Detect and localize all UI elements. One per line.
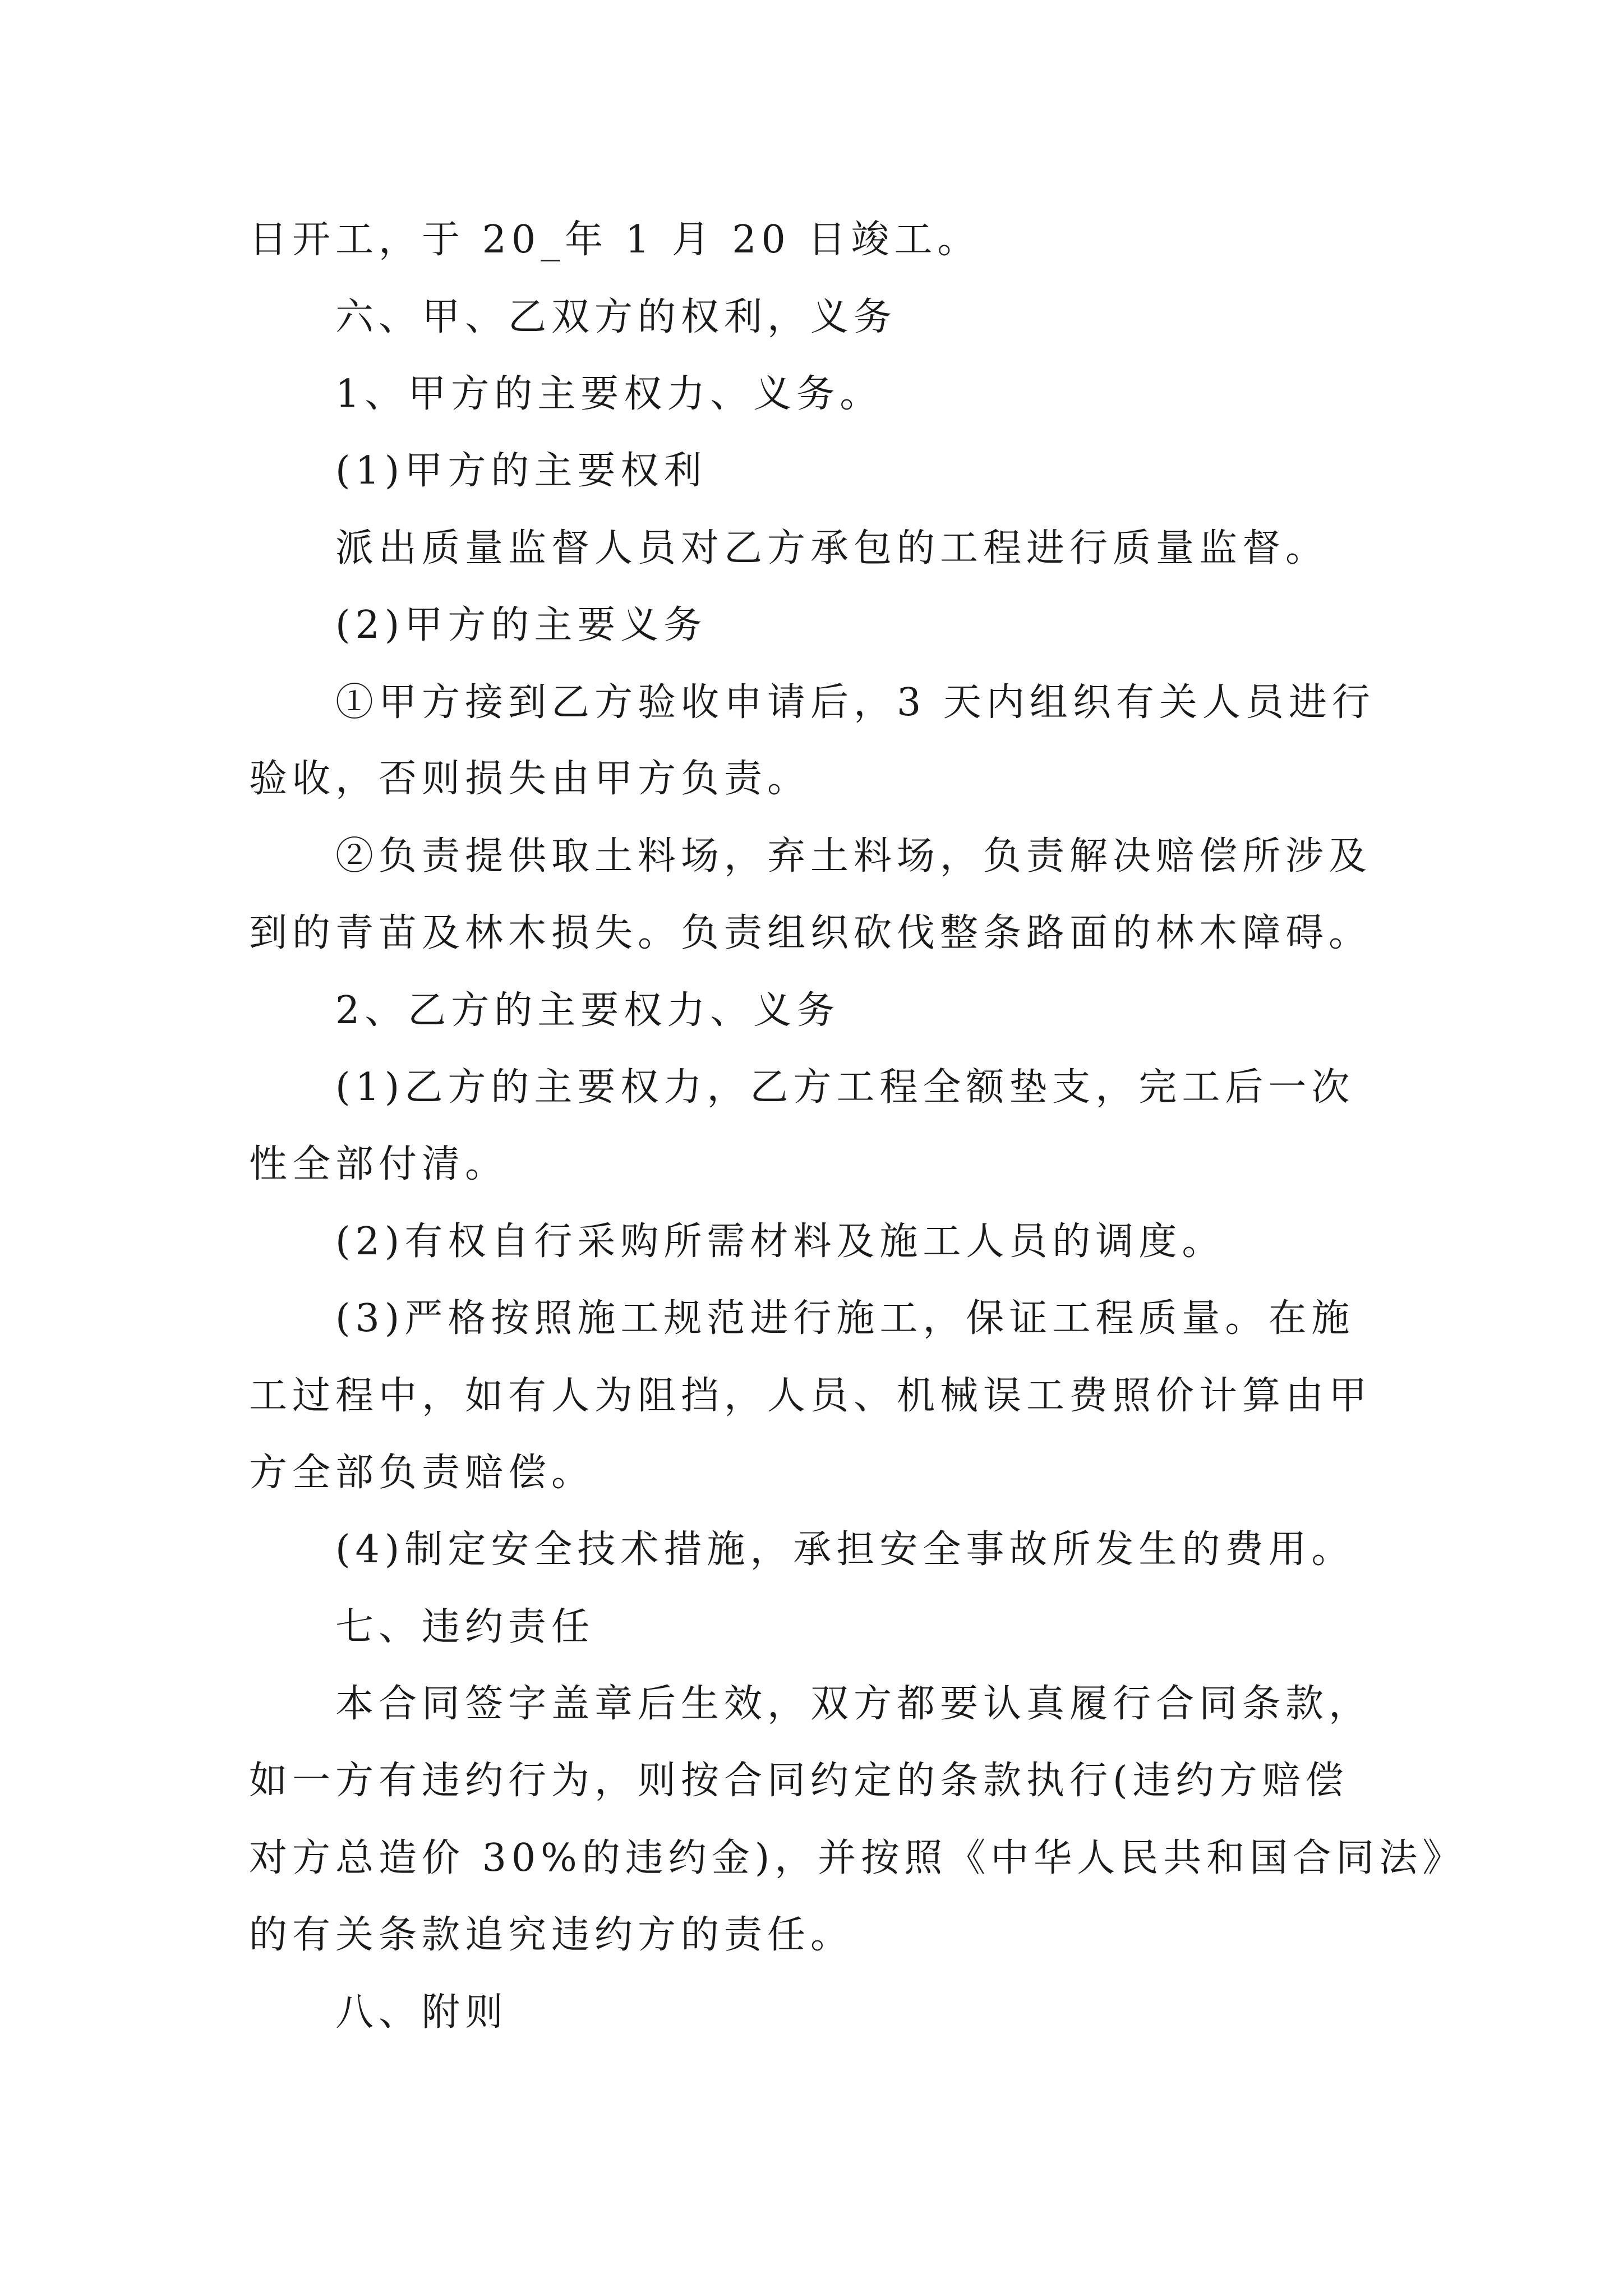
text-line: 工过程中，如有人为阻挡，人员、机械误工费照价计算由甲 (249, 1374, 1372, 1418)
text-line: 验收，否则损失由甲方负责。 (249, 757, 811, 801)
text-line: 日开工，于 20_年 1 月 20 日竣工。 (249, 218, 981, 262)
text-line: 如一方有违约行为，则按合同约定的条款执行(违约方赔偿 (249, 1759, 1349, 1803)
subsection-heading: 1、甲方的主要权力、义务。 (335, 372, 883, 416)
clause-heading: (2)甲方的主要义务 (335, 603, 707, 647)
text-line: 对方总造价 30%的违约金)，并按照《中华人民共和国合同法》 (249, 1836, 1466, 1880)
section-heading: 六、甲、乙双方的权利，义务 (335, 295, 897, 339)
text-line: (1)乙方的主要权力，乙方工程全额垫支，完工后一次 (335, 1065, 1355, 1110)
text-line: ②负责提供取土料场，弃土料场，负责解决赔偿所涉及 (335, 834, 1372, 878)
text-line: (2)有权自行采购所需材料及施工人员的调度。 (335, 1220, 1225, 1264)
section-heading: 七、违约责任 (335, 1605, 595, 1649)
subsection-heading: 2、乙方的主要权力、义务 (335, 988, 840, 1033)
section-heading: 八、附则 (335, 1990, 509, 2035)
text-line: ①甲方接到乙方验收申请后，3 天内组织有关人员进行 (335, 680, 1375, 725)
text-line: 方全部负责赔偿。 (249, 1451, 595, 1495)
text-line: (4)制定安全技术措施，承担安全事故所发生的费用。 (335, 1527, 1355, 1572)
clause-heading: (1)甲方的主要权利 (335, 449, 707, 493)
text-line: 派出质量监督人员对乙方承包的工程进行质量监督。 (335, 526, 1329, 570)
text-line: 的有关条款追究违约方的责任。 (249, 1913, 854, 1957)
text-line: 到的青苗及林木损失。负责组织砍伐整条路面的林木障碍。 (249, 911, 1372, 955)
text-line: (3)严格按照施工规范进行施工，保证工程质量。在施 (335, 1296, 1355, 1341)
text-line: 性全部付清。 (249, 1142, 509, 1186)
text-line: 本合同签字盖章后生效，双方都要认真履行合同条款， (335, 1682, 1372, 1726)
